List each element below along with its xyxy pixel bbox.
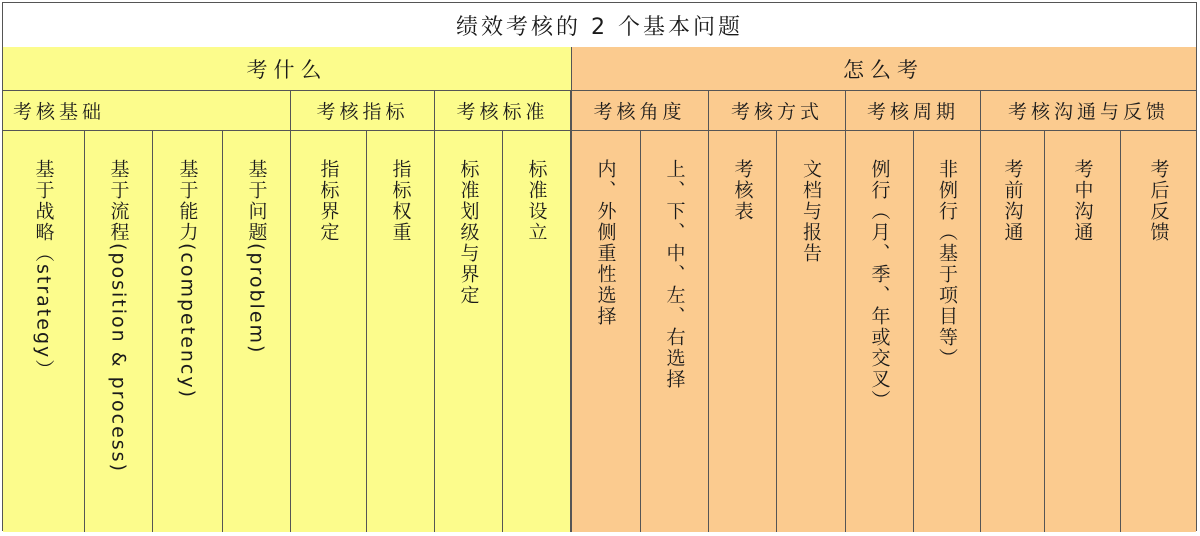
col-cycle-irregular — [914, 131, 981, 532]
col-comm-mid — [1045, 131, 1121, 532]
col-comm-pre — [981, 131, 1045, 532]
col-method-table-text: 考核表 — [731, 159, 754, 222]
col-indicator-define-text: 指标界定 — [317, 159, 340, 243]
col-method-doc — [777, 131, 846, 532]
col-strategy — [3, 131, 85, 532]
col-comm-pre-text: 考前沟通 — [1001, 159, 1024, 243]
header-angle: 考核角度 — [571, 91, 709, 131]
col-comm-post-text: 考后反馈 — [1147, 159, 1170, 243]
col-angle-dir — [641, 131, 709, 532]
col-competency — [153, 131, 223, 532]
col-cycle-irregular-text: 非例行（基于项目等） — [936, 159, 958, 369]
group-divider — [571, 47, 572, 532]
col-problem-text: 基于问题(problem) — [245, 159, 268, 355]
header-communication: 考核沟通与反馈 — [981, 91, 1196, 131]
col-cycle-regular — [846, 131, 914, 532]
diagram-title: 绩效考核的 2 个基本问题 — [3, 3, 1196, 48]
group-what: 考什么 — [3, 47, 571, 91]
col-competency-text: 基于能力(competency) — [176, 159, 199, 400]
header-method: 考核方式 — [709, 91, 846, 131]
col-method-doc-text: 文档与报告 — [800, 159, 822, 264]
col-standard-set-text: 标准设立 — [525, 159, 548, 243]
col-cycle-regular-text: 例行（月、季、年或交叉） — [868, 159, 891, 411]
col-problem — [223, 131, 291, 532]
header-indicator: 考核指标 — [291, 91, 435, 131]
col-angle-inout — [571, 131, 641, 532]
col-comm-post — [1121, 131, 1196, 532]
header-standard: 考核标准 — [435, 91, 571, 131]
col-method-table — [709, 131, 777, 532]
header-cycle: 考核周期 — [846, 91, 981, 131]
col-angle-dir-text: 上、下、中、左、右选择 — [663, 159, 686, 390]
col-angle-inout-text: 内、外侧重性选择 — [594, 159, 617, 327]
col-standard-grade — [435, 131, 503, 532]
col-indicator-weight — [367, 131, 435, 532]
col-comm-mid-text: 考中沟通 — [1071, 159, 1094, 243]
col-process-text: 基于流程(position & process) — [107, 159, 130, 473]
col-standard-set — [503, 131, 571, 532]
col-indicator-define — [291, 131, 367, 532]
col-standard-grade-text: 标准划级与界定 — [457, 159, 480, 306]
col-process — [85, 131, 153, 532]
diagram-frame — [2, 2, 1197, 531]
group-how: 怎么考 — [571, 47, 1196, 91]
col-indicator-weight-text: 指标权重 — [389, 159, 412, 243]
header-basis: 考核基础 — [3, 91, 291, 131]
col-strategy-text: 基于战略（strategy） — [32, 159, 55, 381]
